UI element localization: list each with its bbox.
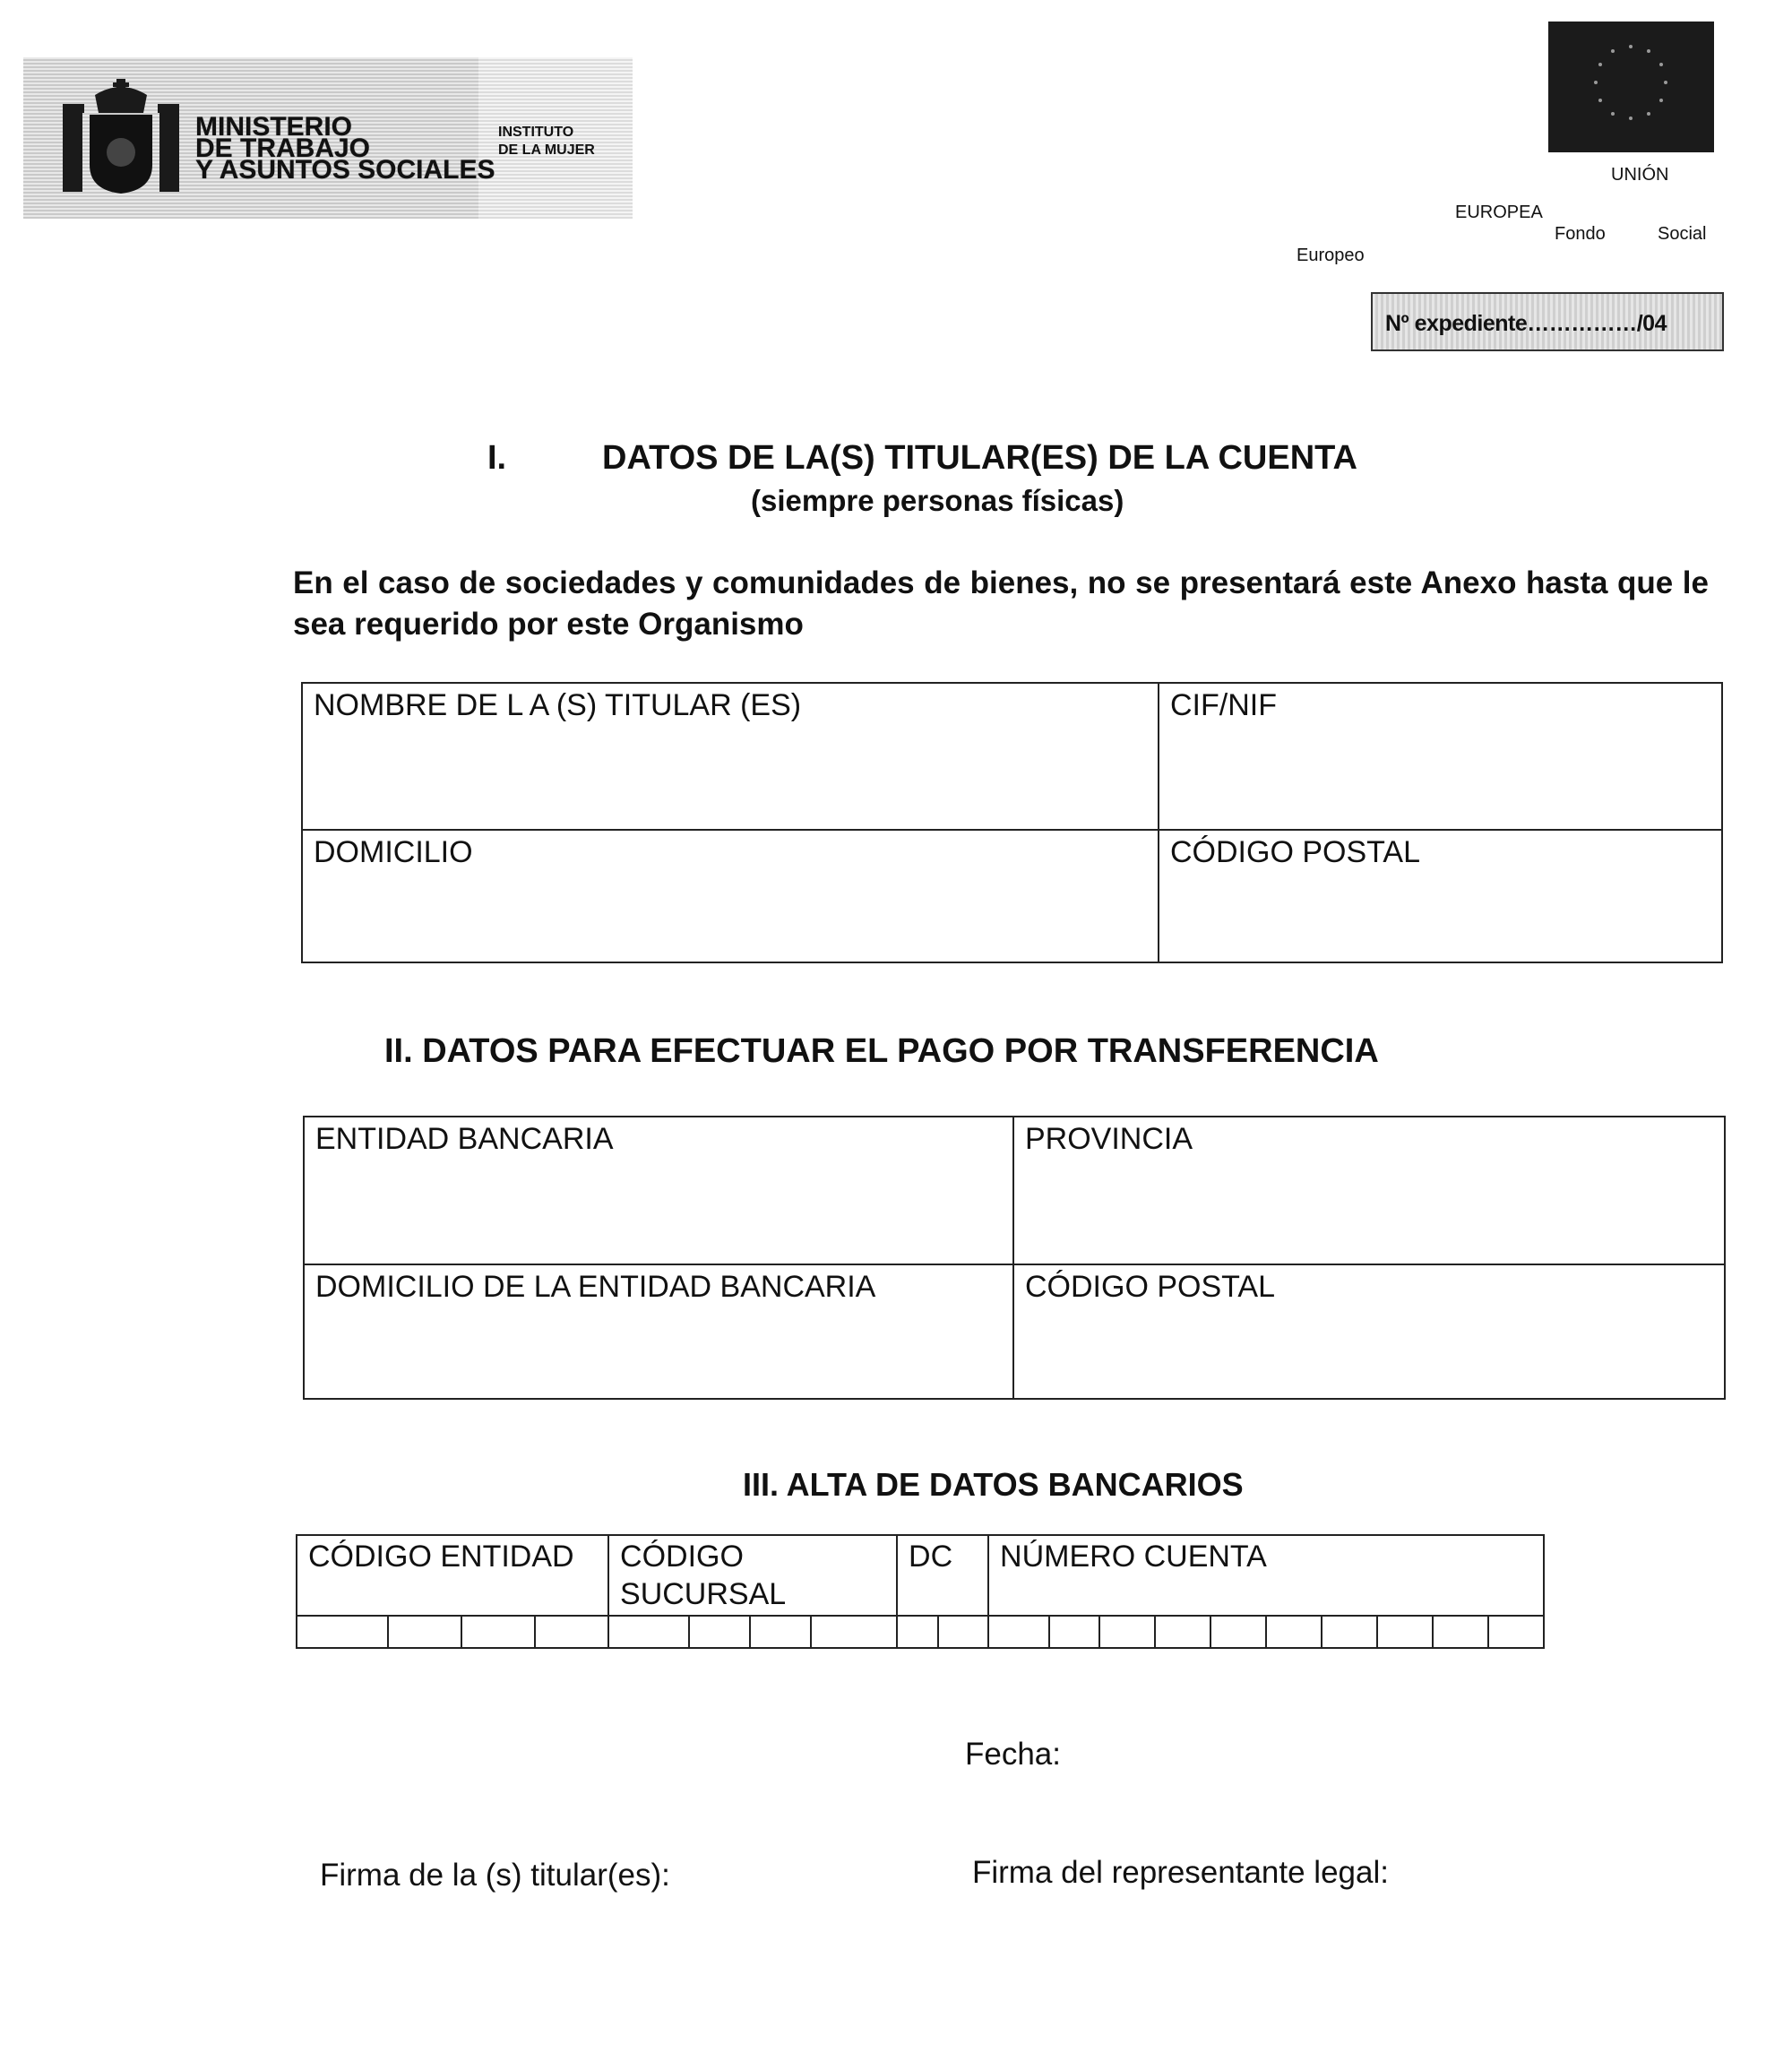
- cuenta-digit-box[interactable]: [1155, 1616, 1210, 1648]
- cuenta-digit-box[interactable]: [1210, 1616, 1266, 1648]
- cif-nif-label: CIF/NIF: [1170, 688, 1277, 722]
- cuenta-digit-box[interactable]: [1377, 1616, 1433, 1648]
- section3-title: III. ALTA DE DATOS BANCARIOS: [743, 1466, 1244, 1503]
- numero-cuenta-header: NÚMERO CUENTA: [988, 1535, 1544, 1616]
- section1-subtitle: (siempre personas físicas): [751, 484, 1124, 517]
- ministry-line-1: MINISTERIO: [195, 112, 353, 142]
- pago-table: [303, 1116, 1726, 1400]
- ministry-name: [195, 112, 495, 185]
- bank-account-table: [296, 1534, 1545, 1649]
- provincia-label: PROVINCIA: [1025, 1122, 1193, 1156]
- domicilio-entidad-label: DOMICILIO DE LA ENTIDAD BANCARIA: [315, 1270, 876, 1304]
- domicilio-entidad-field[interactable]: [304, 1264, 1013, 1399]
- dc-header: DC: [897, 1535, 988, 1616]
- codigo-sucursal-header: CÓDIGO SUCURSAL: [608, 1535, 897, 1616]
- dc-digit-box[interactable]: [897, 1616, 938, 1648]
- eu-label-europeo: Europeo: [1297, 246, 1365, 265]
- fecha-label: Fecha:: [965, 1737, 1061, 1772]
- sucursal-digit-box[interactable]: [811, 1616, 897, 1648]
- domicilio-label: DOMICILIO: [314, 835, 473, 869]
- entidad-bancaria-field[interactable]: [304, 1117, 1013, 1264]
- eu-label-social: Social: [1658, 224, 1707, 244]
- sucursal-digit-box[interactable]: [608, 1616, 689, 1648]
- cuenta-digit-box[interactable]: [1049, 1616, 1099, 1648]
- entidad-digit-box[interactable]: [388, 1616, 461, 1648]
- section1-note: En el caso de sociedades y comunidades de bienes, no se presentará este Anexo hasta que le sea requerido por este Organismo: [293, 565, 1709, 642]
- cuenta-digit-box[interactable]: [1099, 1616, 1155, 1648]
- entidad-bancaria-label: ENTIDAD BANCARIA: [315, 1122, 614, 1156]
- eu-label-union: UNIÓN: [1611, 165, 1669, 185]
- instituto-name: [498, 124, 595, 160]
- cuenta-digit-box[interactable]: [1488, 1616, 1544, 1648]
- nombre-titular-field[interactable]: [302, 683, 1159, 830]
- dc-digit-box[interactable]: [938, 1616, 988, 1648]
- sucursal-digit-box[interactable]: [689, 1616, 750, 1648]
- section1-number: I.: [487, 439, 507, 477]
- codigo-postal-entidad-field[interactable]: [1013, 1264, 1725, 1399]
- entidad-digit-box[interactable]: [535, 1616, 608, 1648]
- cuenta-digit-box[interactable]: [988, 1616, 1049, 1648]
- codigo-postal-titular-field[interactable]: [1159, 830, 1722, 962]
- codigo-entidad-header: CÓDIGO ENTIDAD: [297, 1535, 608, 1616]
- firma-titular-label: Firma de la (s) titular(es):: [320, 1858, 670, 1893]
- instituto-line-1: INSTITUTO: [498, 125, 574, 140]
- entidad-digit-box[interactable]: [297, 1616, 388, 1648]
- nombre-titular-label: NOMBRE DE L A (S) TITULAR (ES): [314, 688, 802, 722]
- ministry-line-3: Y ASUNTOS SOCIALES: [195, 155, 495, 185]
- cif-nif-field[interactable]: [1159, 683, 1722, 830]
- section2-title: II. DATOS PARA EFECTUAR EL PAGO POR TRANSFERENCIA: [384, 1032, 1379, 1070]
- provincia-field[interactable]: [1013, 1117, 1725, 1264]
- titular-table: [301, 682, 1723, 963]
- codigo-postal-titular-label: CÓDIGO POSTAL: [1170, 835, 1420, 869]
- instituto-line-2: DE LA MUJER: [498, 142, 595, 158]
- ministry-line-2: DE TRABAJO: [195, 134, 371, 163]
- codigo-postal-entidad-label: CÓDIGO POSTAL: [1025, 1270, 1275, 1304]
- firma-representante-label: Firma del representante legal:: [972, 1855, 1389, 1890]
- eu-label-fondo: Fondo: [1555, 224, 1606, 244]
- expediente-number-box[interactable]: Nº expediente……………/04: [1371, 292, 1724, 351]
- section1-title: DATOS DE LA(S) TITULAR(ES) DE LA CUENTA: [602, 439, 1357, 477]
- entidad-digit-box[interactable]: [461, 1616, 535, 1648]
- cuenta-digit-box[interactable]: [1266, 1616, 1322, 1648]
- eu-label-europea: EUROPEA: [1455, 203, 1543, 222]
- sucursal-digit-box[interactable]: [750, 1616, 811, 1648]
- cuenta-digit-box[interactable]: [1433, 1616, 1488, 1648]
- eu-flag-icon: [1548, 22, 1714, 152]
- coat-of-arms-icon: [63, 79, 179, 197]
- cuenta-digit-box[interactable]: [1322, 1616, 1377, 1648]
- domicilio-field[interactable]: [302, 830, 1159, 962]
